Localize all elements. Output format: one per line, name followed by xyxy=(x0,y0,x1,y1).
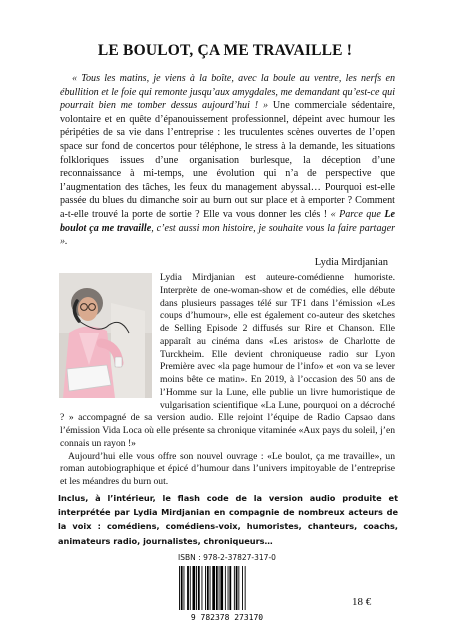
bio-paragraph-1: Lydia Mirdjanian est auteure-comédienne humoriste. Interprète de one-woman-show et de comédies, elle débute dans plusieurs passages télé sur TF1 dans l’émission «Les coups d’humour», elle est également co-auteur des sketches de Selling Episode 2 diffusés sur Rire et Chanson. Elle apparaît au cinéma dans «Les aristos» de Charlotte de Turckheim. Elle devient chroniqueuse radio sur Lyon Première avec «la page humour de l’info» et «on va se lever moins bête ce matin». En 2019, à l’occasion des 50 ans de l’Homme sur la Lune, elle publie un livre humoristique de vulgarisation scientifique «La Lune, pourquoi on a décroché ? » accompagné de sa version audio. Elle rejoint l’équipe de Radio Capsao dans l’émission Vida Loca où elle présente sa chronique vitaminée «Aux pays du soleil, j’en connais un rayon !» xyxy=(60,272,395,449)
author-signature: Lydia Mirdjanian xyxy=(314,257,388,268)
bio-paragraph-2: Aujourd’hui elle vous offre son nouvel ouvrage : «Le boulot, ça me travaille», un roman autobiographique et épicé d’humour dans l’univers impitoyable de l’entreprise et les méandres du burn out. xyxy=(60,450,395,487)
blurb-ending-title: Le boulot ça me travaille xyxy=(60,208,395,234)
barcode-digits: 9 782378 273170 xyxy=(190,613,264,622)
blurb-body: Une commerciale sédentaire, volontaire et en quête d’épanouissement professionnel, dépeint avec humour les péripéties de sa vie dans l’entreprise : les truculentes scènes ouvertes de l’open space sur fond de concertos pour téléphone, le stress à la demande, les situations folkloriques issues d’une organisation burlesque, la déception d’une reconnaissance à mi-temps, une évolution qui n’a de perspective que l’augmentation des tâches, les feux du management abyssal… Pourquoi est-elle passée du blues du dimanche soir au burn out sur place et à emporter ? Comment a-t-elle trouvé la porte de sortie ? Elle va vous donner les clés ! xyxy=(60,100,395,220)
barcode xyxy=(173,564,281,622)
blurb-quote: « Tous les matins, je viens à la boîte, avec la boule au ventre, les nerfs en ébullition et le foie qui remonte jusqu’aux amygdales, me demandant qu’est-ce qui pourrait bien me tomber dessus aujourd’hui ! » xyxy=(60,73,395,112)
blurb-ending-start: « Parce que xyxy=(330,208,385,220)
price: 18 € xyxy=(352,596,372,608)
audio-note: Inclus, à l’intérieur, le flash code de la version audio produite et interprétée par Lydia Mirdjanian en compagnie de nombreux acteurs de la voix : comédiens, comédiens-voix, humoristes, chanteurs, coachs, animateurs radio, journalistes, chroniqueurs… xyxy=(58,493,398,546)
blurb xyxy=(60,72,395,249)
isbn-block xyxy=(171,553,283,621)
isbn-label: ISBN : 978-2-37827-317-0 xyxy=(178,553,276,562)
blurb-ending-end: , c’est aussi mon histoire, je souhaite vous la faire partager ». xyxy=(60,222,395,248)
author-bio xyxy=(60,272,395,489)
book-title: LE BOULOT, ÇA ME TRAVAILLE ! xyxy=(97,42,353,59)
